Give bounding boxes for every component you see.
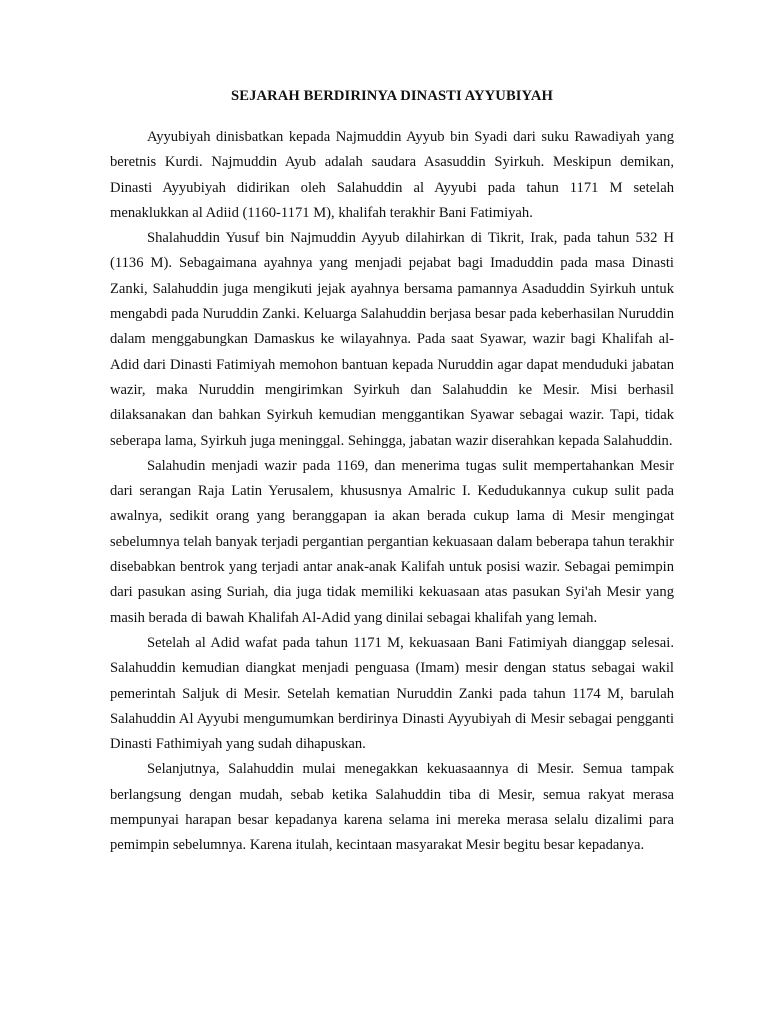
paragraph-1: Ayyubiyah dinisbatkan kepada Najmuddin Ayyub bin Syadi dari suku Rawadiyah yang beretnis Kurdi. Najmuddin Ayub adalah saudara Asasuddin Syirkuh. Meskipun demikan, Dinasti Ayyubiyah didirikan oleh Salahuddin al Ayyubi pada tahun 1171 M setelah menaklukkan al Adiid (1160-1171 M), khalifah terakhir Bani Fatimiyah. bbox=[110, 129, 674, 221]
paragraph-5: Selanjutnya, Salahuddin mulai menegakkan kekuasaannya di Mesir. Semua tampak berlangsung dengan mudah, sebab ketika Salahuddin tiba di Mesir, semua rakyat merasa mempunyai harapan besar kepadanya karena selama ini mereka merasa selalu dizalimi para pemimpin sebelumnya. Karena itulah, kecintaan masyarakat Mesir begitu besar kepadanya. bbox=[110, 761, 674, 854]
document-title: SEJARAH BERDIRINYA DINASTI AYYUBIYAH bbox=[231, 88, 553, 104]
document-body bbox=[110, 84, 674, 859]
paragraph-3: Salahudin menjadi wazir pada 1169, dan menerima tugas sulit mempertahankan Mesir dari serangan Raja Latin Yerusalem, khususnya Amalric I. Kedudukannya cukup sulit pada awalnya, sedikit orang yang beranggapan ia akan berada cukup lama di Mesir mengingat sebelumnya telah banyak terjadi pergantian pergantian kekuasaan dalam beberapa tahun terakhir disebabkan bentrok yang terjadi antar anak-anak Kalifah untuk posisi wazir. Sebagai pemimpin dari pasukan asing Suriah, dia juga tidak memiliki kekuasaan atas pasukan Syi'ah Mesir yang masih berada di bawah Khalifah Al-Adid yang dinilai sebagai khalifah yang lemah. bbox=[110, 457, 674, 626]
paragraph-4: Setelah al Adid wafat pada tahun 1171 M, kekuasaan Bani Fatimiyah dianggap selesai. Salahuddin kemudian diangkat menjadi penguasa (Imam) mesir dengan status sebagai wakil pemerintah Saljuk di Mesir. Setelah kematian Nuruddin Zanki pada tahun 1174 M, barulah Salahuddin Al Ayyubi mengumumkan berdirinya Dinasti Ayyubiyah di Mesir sebagai pengganti Dinasti Fathimiyah yang sudah dihapuskan. bbox=[110, 634, 674, 753]
paragraph-2: Shalahuddin Yusuf bin Najmuddin Ayyub dilahirkan di Tikrit, Irak, pada tahun 532 H (1136 M). Sebagaimana ayahnya yang menjadi pejabat bagi Imaduddin pada masa Dinasti Zanki, Salahuddin juga mengikuti jejak ayahnya bersama pamannya Asaduddin Syirkuh untuk mengabdi pada Nuruddin Zanki. Keluarga Salahuddin berjasa besar pada keberhasilan Nuruddin dalam menggabungkan Damaskus ke wilayahnya. Pada saat Syawar, wazir bagi Khalifah al-Adid dari Dinasti Fatimiyah memohon bantuan kepada Nuruddin agar dapat menduduki jabatan wazir, maka Nuruddin mengirimkan Syirkuh dan Salahuddin ke Mesir. Misi berhasil dilaksanakan dan bahkan Syirkuh kemudian menggantikan Syawar sebagai wazir. Tapi, tidak seberapa lama, Syirkuh juga meninggal. Sehingga, jabatan wazir diserahkan kepada Salahuddin. bbox=[110, 230, 674, 449]
